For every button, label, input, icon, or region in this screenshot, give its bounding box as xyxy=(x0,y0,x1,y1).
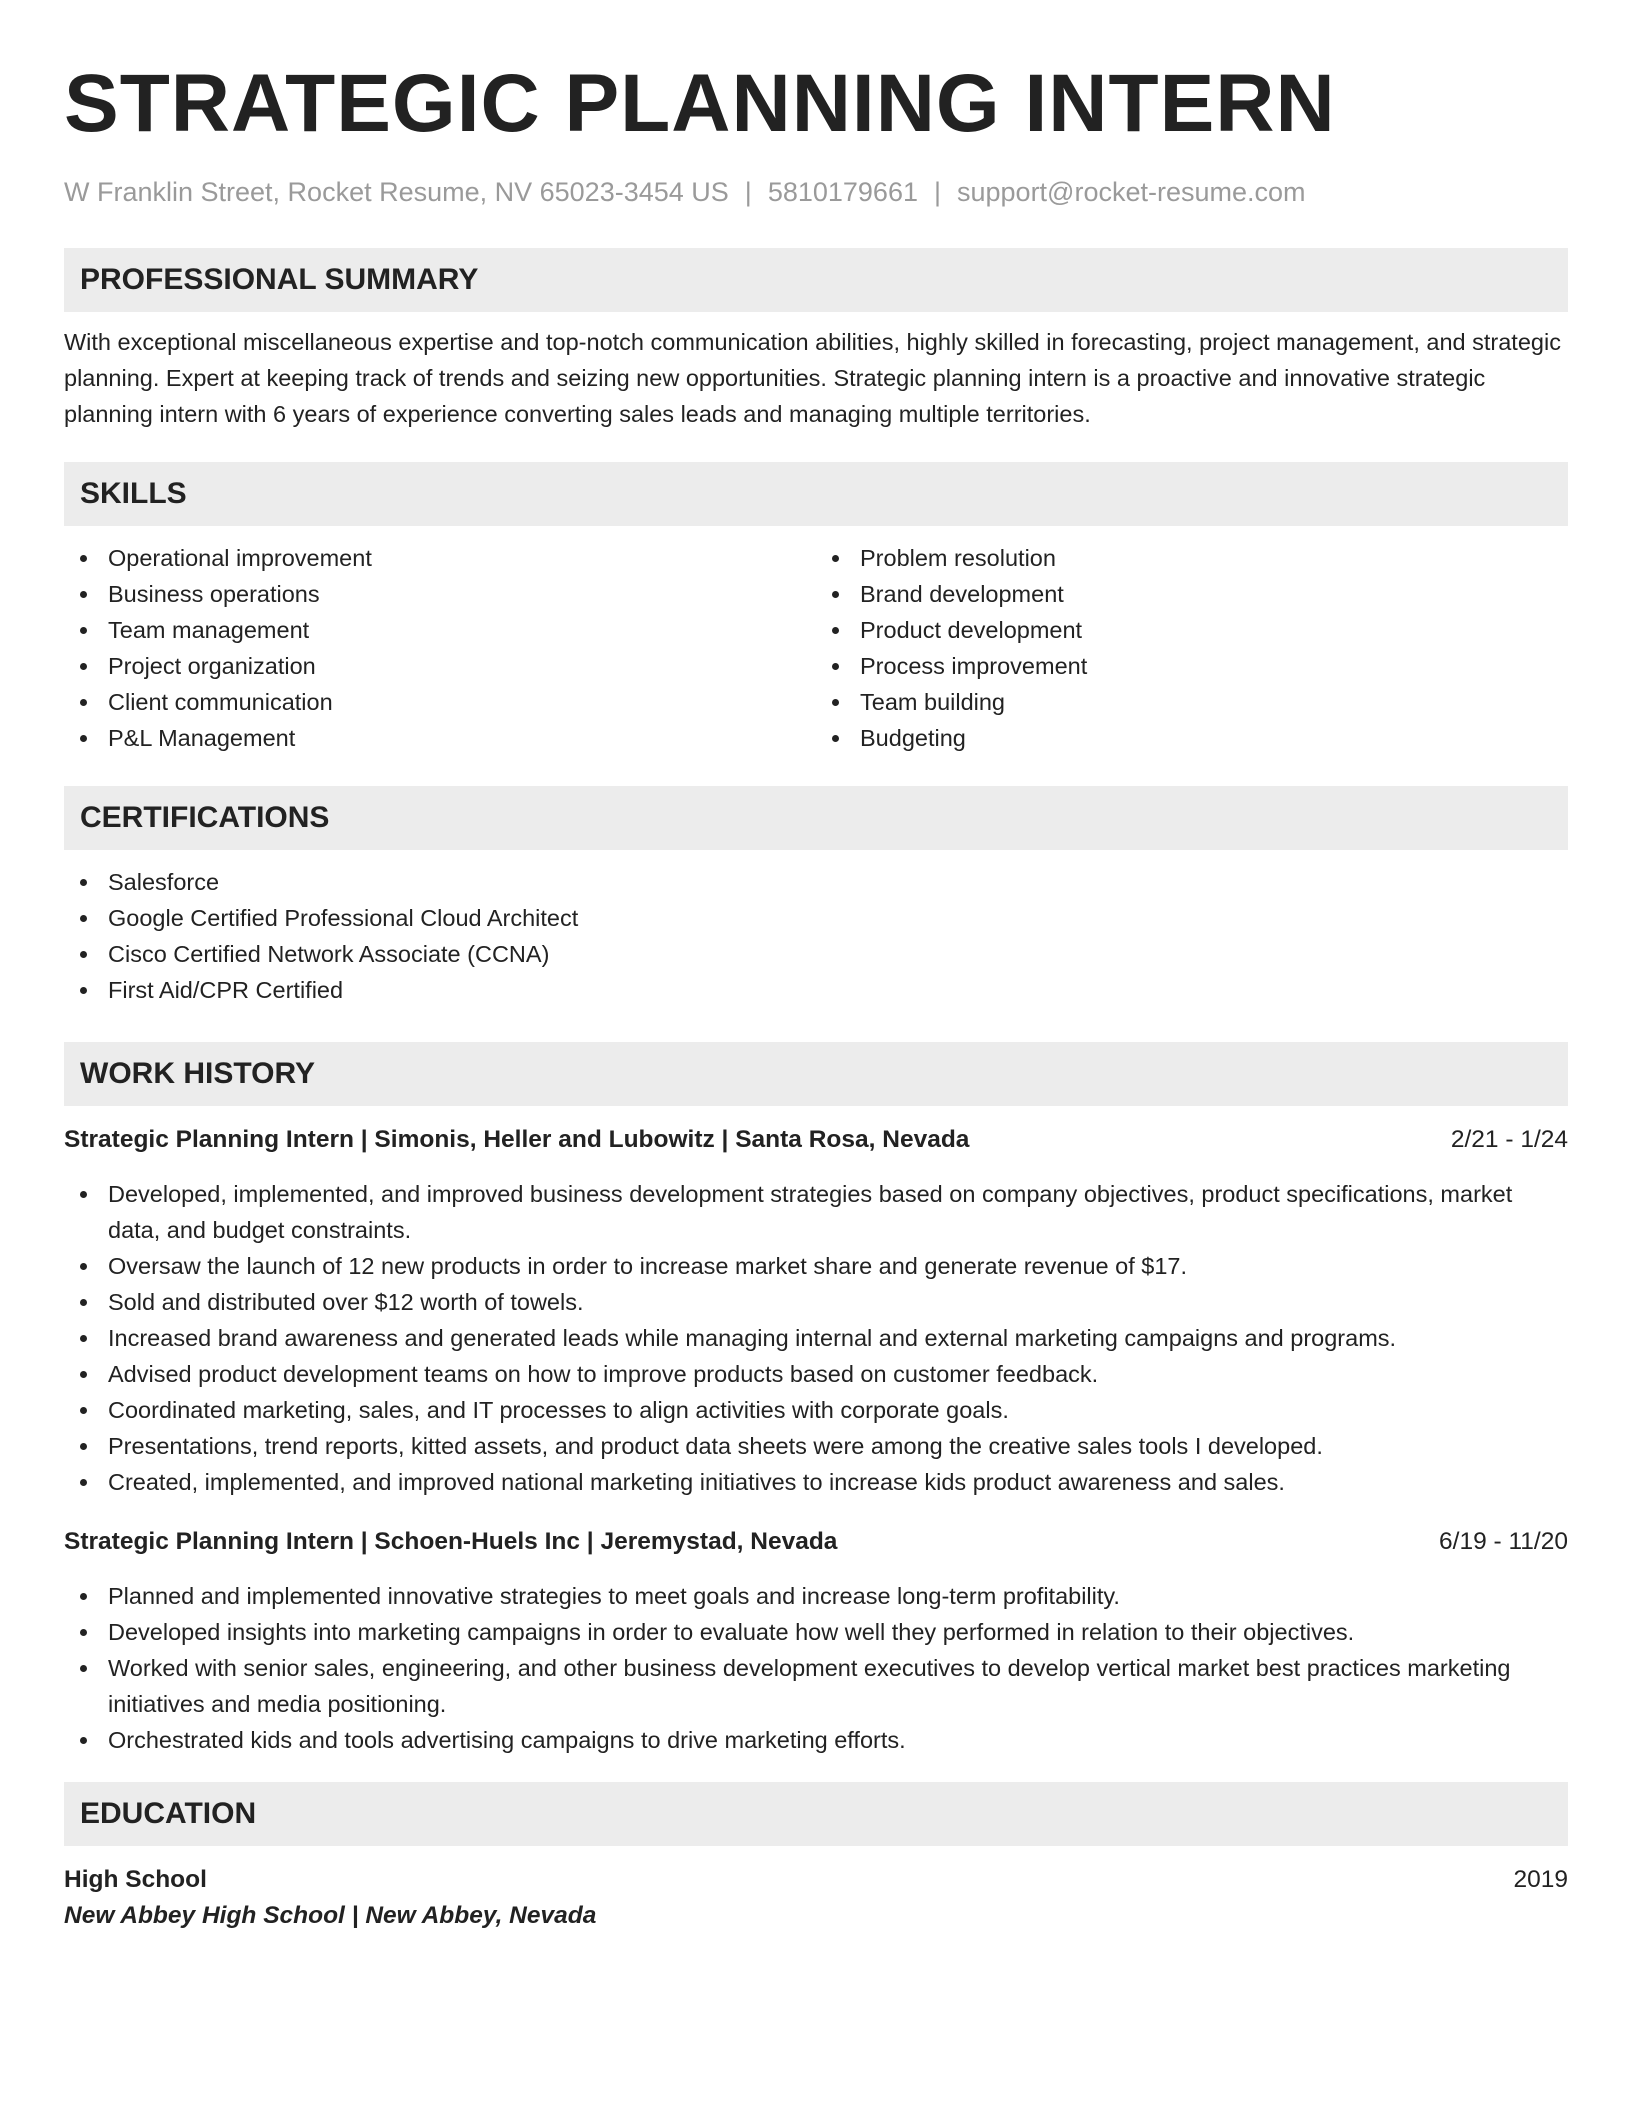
section-header-summary: PROFESSIONAL SUMMARY xyxy=(64,248,1568,312)
skills-list-right xyxy=(816,540,1568,756)
skill-item: Project organization xyxy=(64,648,816,684)
job-bullets xyxy=(64,1176,1568,1500)
skill-item: Client communication xyxy=(64,684,816,720)
skill-item: Problem resolution xyxy=(816,540,1568,576)
job-bullet: Oversaw the launch of 12 new products in order to increase market share and generate revenue of $17. xyxy=(64,1248,1568,1284)
job-bullet: Worked with senior sales, engineering, and other business development executives to develop vertical market best practices marketing initiatives and media positioning. xyxy=(64,1650,1568,1722)
section-header-skills: SKILLS xyxy=(64,462,1568,526)
job-dates: 2/21 - 1/24 xyxy=(1450,1126,1568,1153)
job-bullet: Developed insights into marketing campaigns in order to evaluate how well they performed in relation to their objectives. xyxy=(64,1614,1568,1650)
skills-list-left xyxy=(64,540,816,756)
job-bullet: Sold and distributed over $12 worth of towels. xyxy=(64,1284,1568,1320)
skill-item: P&L Management xyxy=(64,720,816,756)
contact-separator: | xyxy=(744,177,752,207)
education-header xyxy=(64,1862,1568,1898)
job-dates: 6/19 - 11/20 xyxy=(1439,1528,1568,1555)
contact-address: W Franklin Street, Rocket Resume, NV 65023-3454 US xyxy=(64,177,729,207)
certification-item: Google Certified Professional Cloud Architect xyxy=(64,900,1568,936)
education-degree: High School xyxy=(64,1866,207,1893)
contact-phone: 5810179661 xyxy=(767,177,918,207)
candidate-name: STRATEGIC PLANNING INTERN xyxy=(64,58,1336,149)
job-bullet: Orchestrated kids and tools advertising campaigns to drive marketing efforts. xyxy=(64,1722,1568,1758)
skills-column-right xyxy=(816,540,1568,756)
job-bullet: Increased brand awareness and generated leads while managing internal and external marketing campaigns and programs. xyxy=(64,1320,1568,1356)
education-entry xyxy=(64,1862,1568,1934)
education-year: 2019 xyxy=(1513,1866,1568,1893)
skill-item: Team building xyxy=(816,684,1568,720)
education-school: New Abbey High School | New Abbey, Nevada xyxy=(64,1902,597,1929)
certification-item: Salesforce xyxy=(64,864,1568,900)
job-entry xyxy=(64,1524,1568,1758)
skill-item: Business operations xyxy=(64,576,816,612)
contact-line xyxy=(64,174,1568,210)
contact-email: support@rocket-resume.com xyxy=(957,177,1306,207)
job-bullet: Advised product development teams on how to improve products based on customer feedback. xyxy=(64,1356,1568,1392)
certifications-list xyxy=(64,864,1568,1008)
skill-item: Process improvement xyxy=(816,648,1568,684)
job-bullets xyxy=(64,1578,1568,1758)
job-bullet: Created, implemented, and improved national marketing initiatives to increase kids product awareness and sales. xyxy=(64,1464,1568,1500)
job-header xyxy=(64,1122,1568,1158)
summary-text: With exceptional miscellaneous expertise and top-notch communication abilities, highly skilled in forecasting, project management, and strategic planning. Expert at keeping track of trends and seizing new opportunities. Strategic planning intern is a proactive and innovative strategic planning intern with 6 years of experience converting sales leads and managing multiple territories. xyxy=(64,329,1561,427)
job-bullet: Coordinated marketing, sales, and IT processes to align activities with corporate goals. xyxy=(64,1392,1568,1428)
skill-item: Budgeting xyxy=(816,720,1568,756)
job-heading: Strategic Planning Intern | Simonis, Heller and Lubowitz | Santa Rosa, Nevada xyxy=(64,1126,970,1153)
job-entry xyxy=(64,1122,1568,1500)
skill-item: Product development xyxy=(816,612,1568,648)
job-bullet: Developed, implemented, and improved business development strategies based on company objectives, product specifications, market data, and budget constraints. xyxy=(64,1176,1568,1248)
certification-item: Cisco Certified Network Associate (CCNA) xyxy=(64,936,1568,972)
skills-column-left xyxy=(64,540,816,756)
section-header-work-history: WORK HISTORY xyxy=(64,1042,1568,1106)
certification-item: First Aid/CPR Certified xyxy=(64,972,1568,1008)
section-header-education: EDUCATION xyxy=(64,1782,1568,1846)
skills-grid xyxy=(64,540,1568,756)
skill-item: Brand development xyxy=(816,576,1568,612)
job-heading: Strategic Planning Intern | Schoen-Huels Inc | Jeremystad, Nevada xyxy=(64,1528,838,1555)
contact-separator: | xyxy=(933,177,941,207)
skill-item: Team management xyxy=(64,612,816,648)
job-bullet: Presentations, trend reports, kitted assets, and product data sheets were among the creative sales tools I developed. xyxy=(64,1428,1568,1464)
job-header xyxy=(64,1524,1568,1560)
section-header-certifications: CERTIFICATIONS xyxy=(64,786,1568,850)
job-bullet: Planned and implemented innovative strategies to meet goals and increase long-term profitability. xyxy=(64,1578,1568,1614)
skill-item: Operational improvement xyxy=(64,540,816,576)
